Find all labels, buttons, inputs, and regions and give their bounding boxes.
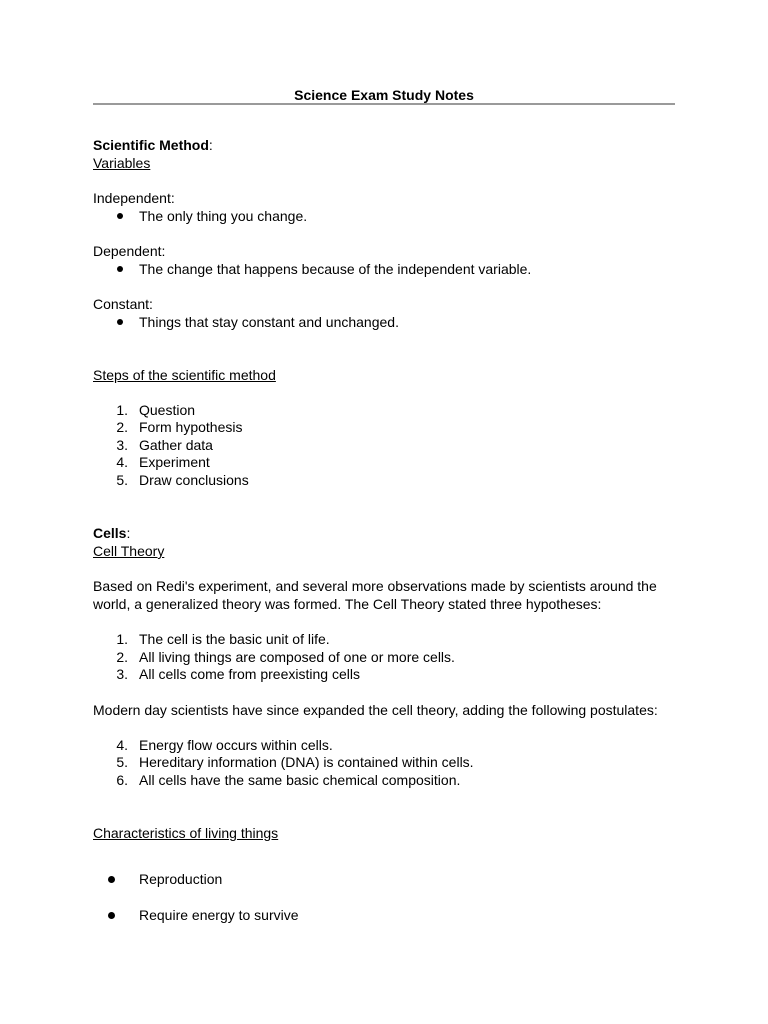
modern-theory-intro: Modern day scientists have since expanded the cell theory, adding the following postulates: bbox=[93, 702, 658, 718]
list-number: 6. bbox=[116, 772, 128, 788]
bullet-icon bbox=[117, 213, 123, 219]
list-number: 3. bbox=[116, 666, 128, 682]
section-heading-text: Scientific Method bbox=[93, 137, 209, 153]
list-number: 1. bbox=[116, 402, 128, 418]
variable-description: The change that happens because of the independent variable. bbox=[139, 261, 532, 277]
subheading-variables: Variables bbox=[93, 155, 151, 171]
step-item: Form hypothesis bbox=[139, 419, 243, 435]
list-number: 4. bbox=[116, 737, 128, 753]
postulate-item: Hereditary information (DNA) is contained within cells. bbox=[139, 754, 474, 770]
section-heading-colon: : bbox=[126, 525, 131, 541]
step-item: Experiment bbox=[139, 454, 210, 470]
hypothesis-item: The cell is the basic unit of life. bbox=[139, 631, 330, 647]
section-heading-scientific-method bbox=[93, 137, 213, 155]
list-number: 3. bbox=[116, 437, 128, 453]
bullet-icon bbox=[117, 319, 123, 325]
bullet-icon bbox=[108, 876, 115, 883]
bullet-icon bbox=[117, 266, 123, 272]
step-item: Gather data bbox=[139, 437, 213, 453]
hypothesis-item: All cells come from preexisting cells bbox=[139, 666, 360, 682]
list-number: 5. bbox=[116, 754, 128, 770]
variable-label: Constant: bbox=[93, 296, 153, 312]
list-number: 1. bbox=[116, 631, 128, 647]
variable-description: The only thing you change. bbox=[139, 208, 308, 224]
step-item: Question bbox=[139, 402, 196, 418]
section-heading-text: Cells bbox=[93, 525, 127, 541]
bullet-icon bbox=[108, 912, 115, 919]
step-item: Draw conclusions bbox=[139, 472, 249, 488]
variable-label: Independent: bbox=[93, 190, 175, 206]
characteristic-item: Require energy to survive bbox=[139, 907, 299, 923]
section-heading-cells bbox=[93, 525, 130, 543]
page-title: Science Exam Study Notes bbox=[294, 87, 474, 103]
section-heading-colon: : bbox=[208, 137, 213, 153]
subheading-cell-theory: Cell Theory bbox=[93, 543, 165, 559]
cell-theory-intro: Based on Redi's experiment, and several more observations made by scientists around the world, a generalized theory was formed. The Cell Theory stated three hypotheses: bbox=[93, 578, 657, 612]
variable-description: Things that stay constant and unchanged. bbox=[139, 314, 399, 330]
title-divider bbox=[93, 103, 675, 105]
list-number: 5. bbox=[116, 472, 128, 488]
postulate-item: All cells have the same basic chemical composition. bbox=[139, 772, 461, 788]
characteristic-item: Reproduction bbox=[139, 871, 223, 887]
hypothesis-item: All living things are composed of one or more cells. bbox=[139, 649, 455, 665]
list-number: 2. bbox=[116, 419, 128, 435]
subheading-steps: Steps of the scientific method bbox=[93, 367, 276, 383]
variable-label: Dependent: bbox=[93, 243, 166, 259]
list-number: 2. bbox=[116, 649, 128, 665]
list-number: 4. bbox=[116, 454, 128, 470]
subheading-characteristics: Characteristics of living things bbox=[93, 825, 279, 841]
postulate-item: Energy flow occurs within cells. bbox=[139, 737, 333, 753]
